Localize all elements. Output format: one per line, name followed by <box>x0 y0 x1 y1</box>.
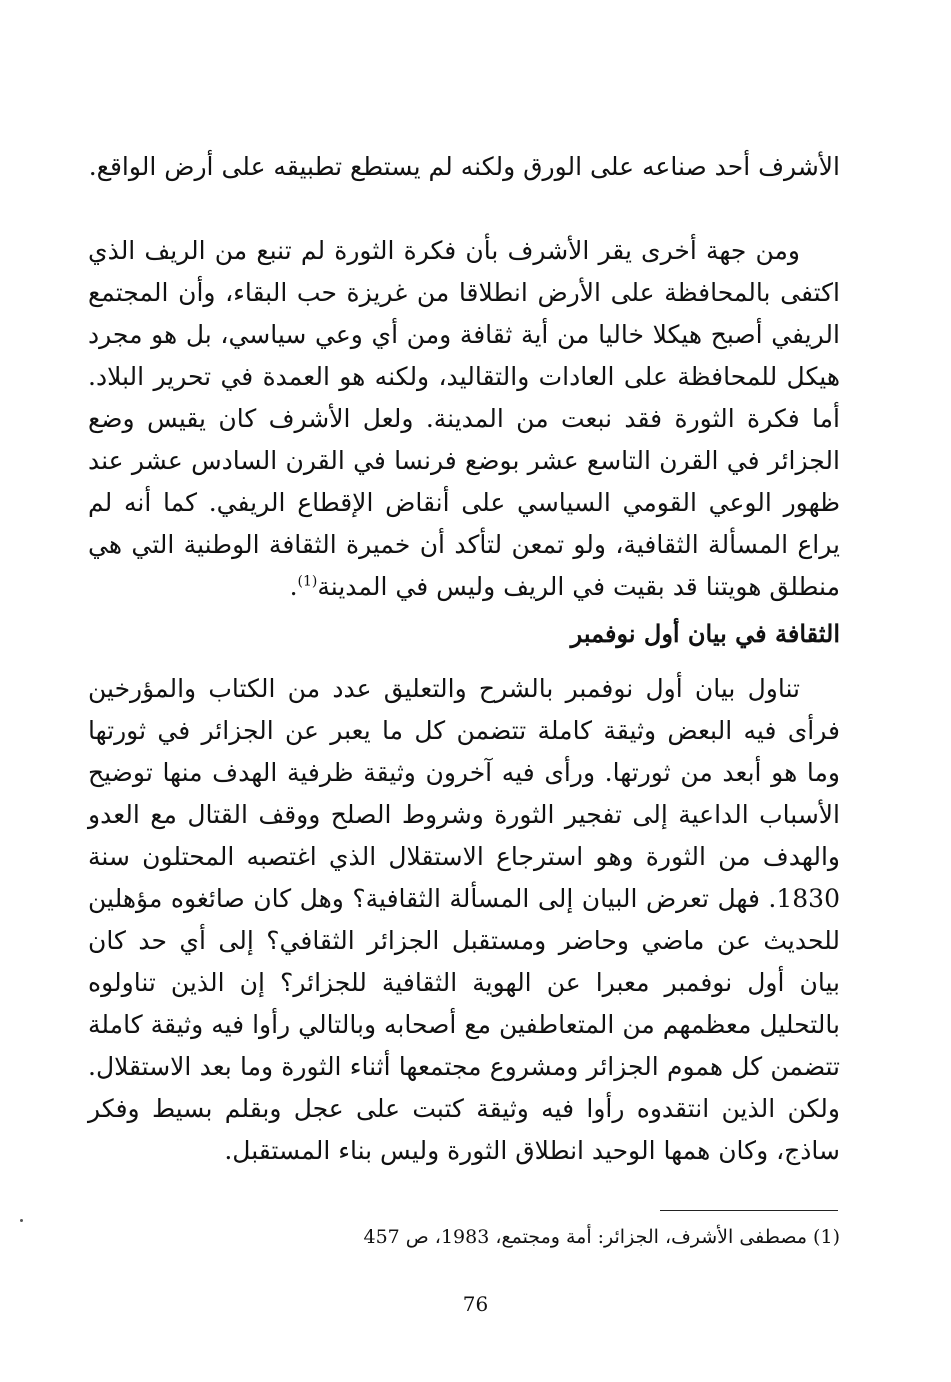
paragraph-2-text: ومن جهة أخرى يقر الأشرف بأن فكرة الثورة لم تنبع من الريف الذي اكتفى بالمحافظة على الأرض انطلاقا من غريزة حب البقاء، وأن المجتمع الريفي أصبح هيكلا خاليا من أية ثقافة ومن أي وعي سياسي، بل هو مجرد هيكل للمحافظة على العادات والتقاليد، ولكنه هو العمدة في تحرير البلاد. أما فكرة الثورة فقد نبعت من المدينة. ولعل الأشرف كان يقيس وضع الجزائر في القرن التاسع عشر بوضع فرنسا في القرن السادس عشر عند ظهور الوعي القومي السياسي على أنقاض الإقطاع الريفي. كما أنه لم يراع المسألة الثقافية، ولو تمعن لتأكد أن خميرة الثقافة الوطنية التي هي منطلق هويتنا قد بقيت في الريف وليس في المدينة <box>88 236 840 601</box>
footnote: (1) مصطفى الأشرف، الجزائر: أمة ومجتمع، 1983، ص 457 <box>363 1226 840 1248</box>
footnote-divider <box>660 1210 838 1211</box>
page-number: 76 <box>462 1292 489 1316</box>
paragraph-2 <box>88 230 840 608</box>
paragraph-1: الأشرف أحد صناعه على الورق ولكنه لم يستطع تطبيقه على أرض الواقع. <box>88 152 840 181</box>
section-heading: الثقافة في بيان أول نوفمبر <box>570 619 840 648</box>
paragraph-2-end: . <box>289 572 298 601</box>
scan-speck <box>20 1219 23 1222</box>
footnote-reference: (1) <box>297 573 318 590</box>
paragraph-3: تناول بيان أول نوفمبر بالشرح والتعليق عدد من الكتاب والمؤرخين فرأى فيه البعض وثيقة كاملة تتضمن كل ما يعبر عن الجزائر في ثورتها وما هو أبعد من ثورتها. ورأى فيه آخرون وثيقة ظرفية الهدف منها توضيح الأسباب الداعية إلى تفجير الثورة وشروط الصلح ووقف القتال مع العدو والهدف من الثورة وهو استرجاع الاستقلال الذي اغتصبه المحتلون سنة 1830. فهل تعرض البيان إلى المسألة الثقافية؟ وهل كان صائغوه مؤهلين للحديث عن ماضي وحاضر ومستقبل الجزائر الثقافي؟ إلى أي حد كان بيان أول نوفمبر معبرا عن الهوية الثقافية للجزائر؟ إن الذين تناولوه بالتحليل معظمهم من المتعاطفين مع أصحابه وبالتالي رأوا فيه وثيقة كاملة تتضمن كل هموم الجزائر ومشروع مجتمعها أثناء الثورة وما بعد الاستقلال. ولكن الذين انتقدوه رأوا فيه وثيقة كتبت على عجل وبقلم بسيط وفكر ساذج، وكان همها الوحيد انطلاق الثورة وليس بناء المستقبل. <box>88 674 840 1165</box>
